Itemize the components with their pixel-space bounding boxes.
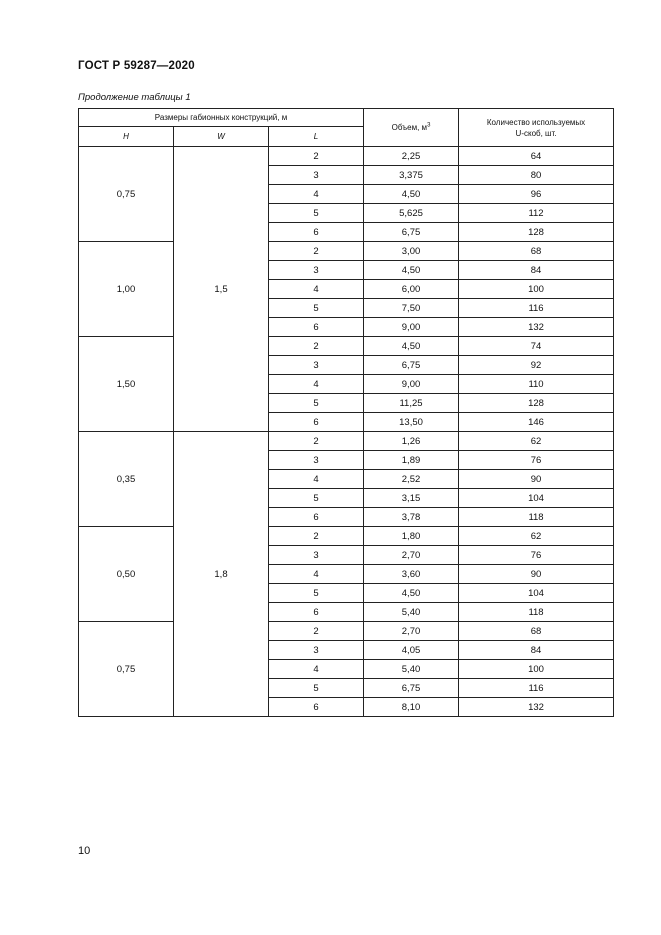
table-row [79,622,614,641]
cell-l: 6 [269,318,364,337]
table-row [79,432,614,451]
cell-l: 2 [269,147,364,166]
cell-volume: 3,60 [364,565,459,584]
header-bracket-count [459,109,614,147]
cell-bracket-count: 96 [459,185,614,204]
cell-l: 4 [269,565,364,584]
header-h: H [79,127,174,147]
table-row [79,242,614,261]
cell-l: 2 [269,527,364,546]
cell-bracket-count: 118 [459,603,614,622]
header-bracket-count-line2: U-скоб, шт. [515,128,557,138]
cell-bracket-count: 116 [459,679,614,698]
cell-bracket-count: 92 [459,356,614,375]
cell-l: 3 [269,641,364,660]
cell-h: 0,35 [79,432,174,527]
cell-volume: 4,50 [364,261,459,280]
cell-volume: 1,89 [364,451,459,470]
cell-bracket-count: 118 [459,508,614,527]
cell-volume: 11,25 [364,394,459,413]
cell-volume: 3,375 [364,166,459,185]
cell-bracket-count: 110 [459,375,614,394]
cell-bracket-count: 68 [459,622,614,641]
cell-h: 0,50 [79,527,174,622]
cell-volume: 2,25 [364,147,459,166]
cell-l: 3 [269,166,364,185]
cell-l: 2 [269,337,364,356]
cell-bracket-count: 104 [459,489,614,508]
cell-l: 2 [269,622,364,641]
cell-bracket-count: 74 [459,337,614,356]
cell-volume: 6,00 [364,280,459,299]
cell-volume: 6,75 [364,679,459,698]
cell-bracket-count: 132 [459,698,614,717]
cell-l: 4 [269,280,364,299]
table-row [79,147,614,166]
cell-volume: 7,50 [364,299,459,318]
cell-bracket-count: 132 [459,318,614,337]
cell-h: 1,50 [79,337,174,432]
cell-volume: 9,00 [364,318,459,337]
document-header: ГОСТ Р 59287—2020 [78,60,195,72]
page-number: 10 [78,845,91,857]
cell-l: 2 [269,242,364,261]
cell-l: 6 [269,413,364,432]
cell-h: 0,75 [79,147,174,242]
cell-l: 3 [269,451,364,470]
cell-volume: 3,78 [364,508,459,527]
cell-bracket-count: 100 [459,280,614,299]
header-dimensions-group: Размеры габионных конструкций, м [79,109,364,127]
header-l: L [269,127,364,147]
cell-l: 6 [269,603,364,622]
cell-l: 5 [269,584,364,603]
cell-volume: 6,75 [364,356,459,375]
cell-volume: 9,00 [364,375,459,394]
cell-bracket-count: 100 [459,660,614,679]
cell-l: 6 [269,698,364,717]
cell-l: 5 [269,204,364,223]
cell-volume: 4,50 [364,185,459,204]
cell-l: 5 [269,679,364,698]
header-volume [364,109,459,147]
table-row [79,527,614,546]
cell-bracket-count: 80 [459,166,614,185]
table-caption: Продолжение таблицы 1 [78,92,191,103]
cell-h: 1,00 [79,242,174,337]
cell-bracket-count: 62 [459,527,614,546]
cell-bracket-count: 84 [459,261,614,280]
cell-l: 5 [269,299,364,318]
header-bracket-count-line1: Количество используемых [486,117,586,127]
cell-l: 3 [269,356,364,375]
cell-volume: 4,50 [364,337,459,356]
cell-l: 3 [269,546,364,565]
cell-l: 4 [269,660,364,679]
cell-w: 1,8 [174,432,269,717]
header-w: W [174,127,269,147]
cell-w: 1,5 [174,147,269,432]
cell-volume: 3,00 [364,242,459,261]
cell-l: 4 [269,375,364,394]
cell-volume: 4,05 [364,641,459,660]
cell-volume: 13,50 [364,413,459,432]
cell-volume: 2,70 [364,546,459,565]
cell-bracket-count: 146 [459,413,614,432]
cell-volume: 3,15 [364,489,459,508]
cell-bracket-count: 84 [459,641,614,660]
cell-l: 6 [269,223,364,242]
cell-bracket-count: 90 [459,565,614,584]
cell-bracket-count: 104 [459,584,614,603]
table-row [79,337,614,356]
cell-l: 5 [269,489,364,508]
cell-bracket-count: 128 [459,394,614,413]
dimensions-table [78,108,614,717]
cell-bracket-count: 62 [459,432,614,451]
cell-volume: 6,75 [364,223,459,242]
cell-volume: 5,625 [364,204,459,223]
cell-l: 4 [269,470,364,489]
cell-bracket-count: 64 [459,147,614,166]
cell-volume: 8,10 [364,698,459,717]
cell-volume: 1,26 [364,432,459,451]
cell-bracket-count: 68 [459,242,614,261]
header-volume-superscript: 3 [427,122,431,129]
cell-bracket-count: 112 [459,204,614,223]
cell-l: 6 [269,508,364,527]
cell-l: 5 [269,394,364,413]
cell-volume: 2,70 [364,622,459,641]
cell-bracket-count: 128 [459,223,614,242]
cell-volume: 1,80 [364,527,459,546]
header-volume-label: Объем, м [391,123,428,132]
cell-l: 4 [269,185,364,204]
cell-h: 0,75 [79,622,174,717]
cell-bracket-count: 116 [459,299,614,318]
cell-volume: 5,40 [364,660,459,679]
cell-volume: 5,40 [364,603,459,622]
cell-volume: 2,52 [364,470,459,489]
cell-l: 3 [269,261,364,280]
cell-l: 2 [269,432,364,451]
cell-volume: 4,50 [364,584,459,603]
cell-bracket-count: 76 [459,546,614,565]
cell-bracket-count: 90 [459,470,614,489]
cell-bracket-count: 76 [459,451,614,470]
